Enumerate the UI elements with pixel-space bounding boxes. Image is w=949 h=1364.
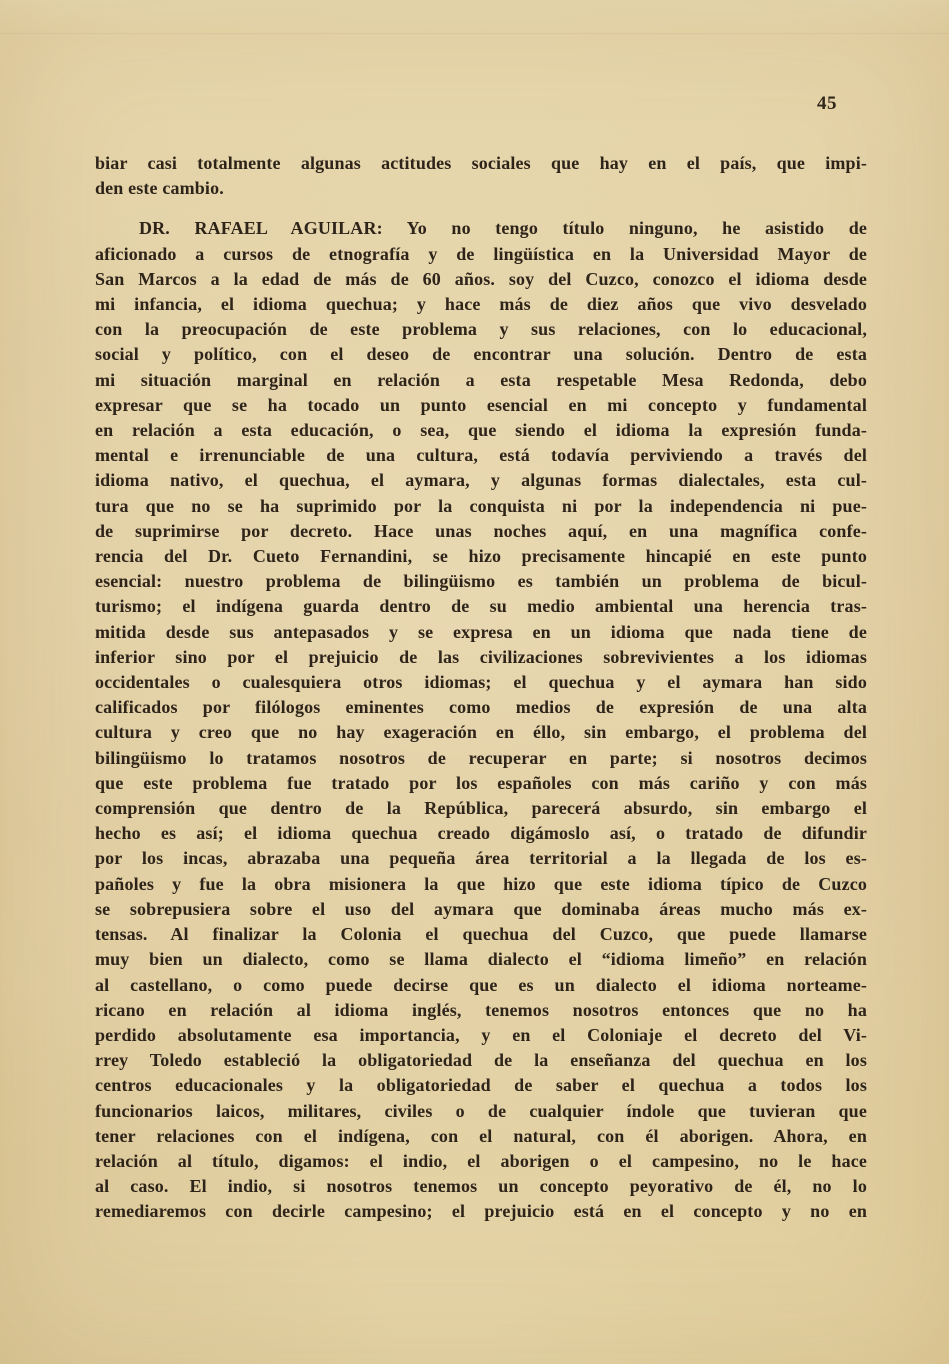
text-line: mental e irrenunciable de una cultura, está todavía perviviendo a través del xyxy=(95,445,867,466)
text-line: esencial: nuestro problema de bilingüismo es también un problema de bicul- xyxy=(95,571,867,592)
text-line: que este problema fue tratado por los españoles con más cariño y con más xyxy=(95,772,867,793)
text-line: mi infancia, el idioma quechua; y hace más de diez años que vivo desvelado xyxy=(95,294,867,315)
text-line: remediaremos con decirle campesino; el prejuicio está en el concepto y no en xyxy=(95,1201,867,1222)
text-line: hecho es así; el idioma quechua creado digámoslo así, o tratado de difundir xyxy=(95,823,867,844)
text-line: por los incas, abrazaba una pequeña área territorial a la llegada de los es- xyxy=(95,848,867,869)
text-line: rrey Toledo estableció la obligatoriedad de la enseñanza del quechua en los xyxy=(95,1050,867,1071)
text-line: social y político, con el deseo de encontrar una solución. Dentro de esta xyxy=(95,344,867,365)
text-line: calificados por filólogos eminentes como medios de expresión de una alta xyxy=(95,697,867,718)
text-line: DR. RAFAEL AGUILAR: Yo no tengo título ninguno, he asistido de xyxy=(139,218,867,239)
text-line: cultura y creo que no hay exageración en éllo, sin embargo, el problema del xyxy=(95,722,867,743)
text-line: expresar que se ha tocado un punto esencial en mi concepto y fundamental xyxy=(95,394,867,415)
text-line: tensas. Al finalizar la Colonia el quechua del Cuzco, que puede llamarse xyxy=(95,924,867,945)
text-line: centros educacionales y la obligatoriedad de saber el quechua a todos los xyxy=(95,1075,867,1096)
text-line: al caso. El indio, si nosotros tenemos un concepto peyorativo de él, no lo xyxy=(95,1176,867,1197)
body-text xyxy=(95,151,867,1240)
text-line: comprensión que dentro de la República, parecerá absurdo, sin embargo el xyxy=(95,798,867,819)
text-line: turismo; el indígena guarda dentro de su medio ambiental una herencia tras- xyxy=(95,596,867,617)
text-line: tura que no se ha suprimido por la conquista ni por la independencia ni pue- xyxy=(95,495,867,516)
text-line: relación al título, digamos: el indio, el aborigen o el campesino, no le hace xyxy=(95,1150,867,1171)
text-line: aficionado a cursos de etnografía y de lingüística en la Universidad Mayor de xyxy=(95,243,867,264)
text-line: occidentales o cualesquiera otros idiomas; el quechua y el aymara han sido xyxy=(95,672,867,693)
text-line: idioma nativo, el quechua, el aymara, y algunas formas dialectales, esta cul- xyxy=(95,470,867,491)
paragraph xyxy=(95,151,867,201)
text-line: inferior sino por el prejuicio de las civilizaciones sobrevivientes a los idiomas xyxy=(95,646,867,667)
text-line: San Marcos a la edad de más de 60 años. soy del Cuzco, conozco el idioma desde xyxy=(95,268,867,289)
text-line: en relación a esta educación, o sea, que siendo el idioma la expresión funda- xyxy=(95,420,867,441)
paper-crease xyxy=(0,33,949,36)
page-number: 45 xyxy=(817,93,837,114)
text-line: mitida desde sus antepasados y se expresa en un idioma que nada tiene de xyxy=(95,621,867,642)
text-line: biar casi totalmente algunas actitudes sociales que hay en el país, que impi- xyxy=(95,153,867,173)
text-line: funcionarios laicos, militares, civiles o de cualquier índole que tuvieran que xyxy=(95,1100,867,1121)
text-line: al castellano, o como puede decirse que es un dialecto el idioma norteame- xyxy=(95,974,867,995)
text-line: den este cambio. xyxy=(95,178,224,199)
text-line: se sobrepusiera sobre el uso del aymara que dominaba áreas mucho más ex- xyxy=(95,898,867,919)
text-line: rencia del Dr. Cueto Fernandini, se hizo precisamente hincapié en este punto xyxy=(95,546,867,567)
paragraph xyxy=(95,216,867,1224)
text-line: perdido absolutamente esa importancia, y en el Coloniaje el decreto del Vi- xyxy=(95,1024,867,1045)
text-line: ricano en relación al idioma inglés, tenemos nosotros entonces que no ha xyxy=(95,999,867,1020)
text-line: muy bien un dialecto, como se llama dialecto el “idioma limeño” en relación xyxy=(95,949,867,970)
text-line: tener relaciones con el indígena, con el natural, con él aborigen. Ahora, en xyxy=(95,1125,867,1146)
text-line: bilingüismo lo tratamos nosotros de recuperar en parte; si nosotros decimos xyxy=(95,747,867,768)
text-line: pañoles y fue la obra misionera la que hizo que este idioma típico de Cuzco xyxy=(95,873,867,894)
text-line: de suprimirse por decreto. Hace unas noches aquí, en una magnífica confe- xyxy=(95,520,867,541)
text-line: mi situación marginal en relación a esta respetable Mesa Redonda, debo xyxy=(95,369,867,390)
text-line: con la preocupación de este problema y sus relaciones, con lo educacional, xyxy=(95,319,867,340)
